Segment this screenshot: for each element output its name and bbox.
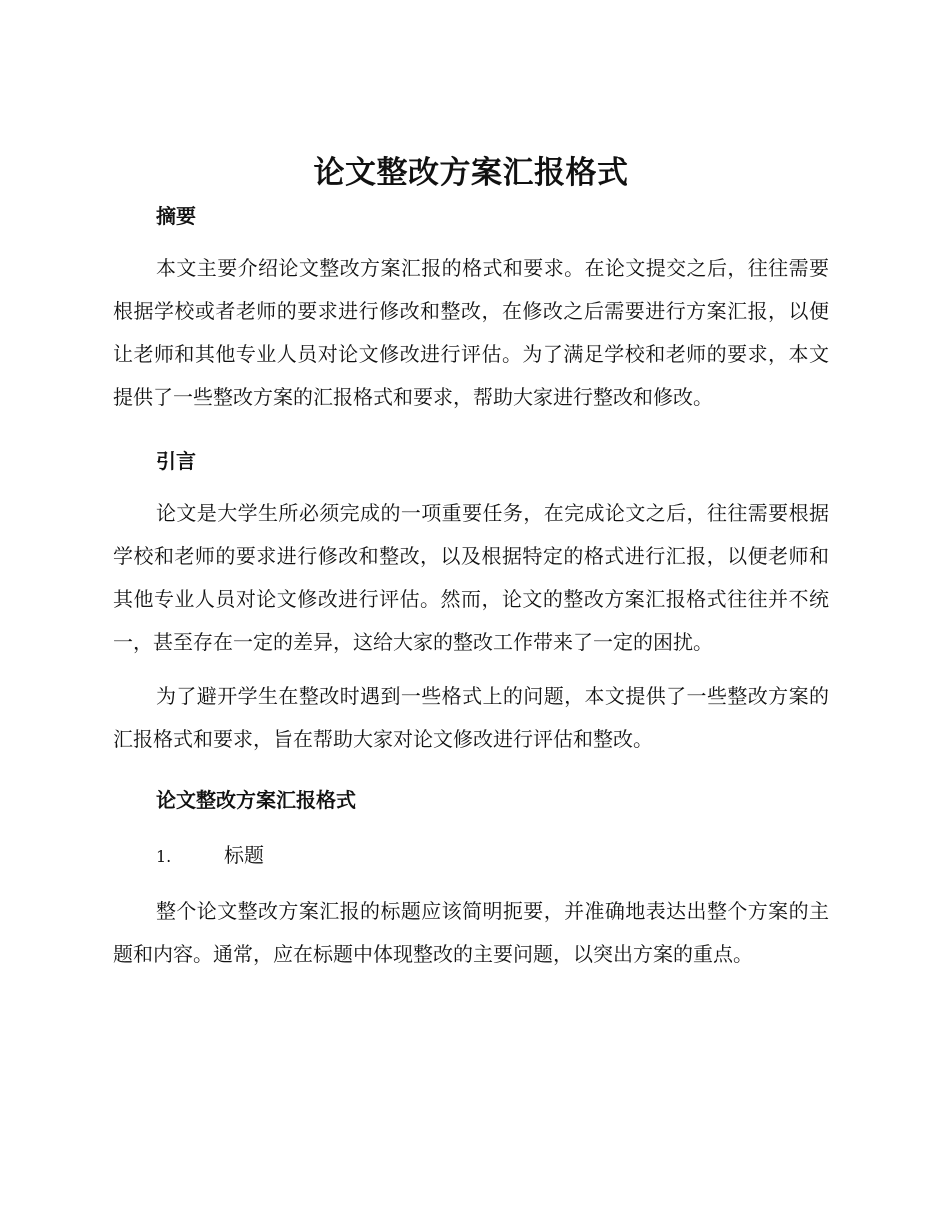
introduction-paragraph-1: 论文是大学生所必须完成的一项重要任务，在完成论文之后，往往需要根据学校和老师的要求进行修改和整改，以及根据特定的格式进行汇报，以便老师和其他专业人员对论文修改进行评估。然而，论文的整改方案汇报格式往往并不统一，甚至存在一定的差异，这给大家的整改工作带来了一定的困扰。 xyxy=(113,501,829,654)
introduction-paragraph-2: 为了避开学生在整改时遇到一些格式上的问题，本文提供了一些整改方案的汇报格式和要求，旨在帮助大家对论文修改进行评估和整改。 xyxy=(113,684,829,751)
list-item-title xyxy=(113,841,829,871)
introduction-heading: 引言 xyxy=(156,449,196,473)
document-title: 论文整改方案汇报格式 xyxy=(313,155,629,191)
abstract-heading: 摘要 xyxy=(156,204,196,228)
abstract-paragraph: 本文主要介绍论文整改方案汇报的格式和要求。在论文提交之后，往往需要根据学校或者老师的要求进行修改和整改，在修改之后需要进行方案汇报，以便让老师和其他专业人员对论文修改进行评估。为了满足学校和老师的要求，本文提供了一些整改方案的汇报格式和要求，帮助大家进行整改和修改。 xyxy=(113,256,829,409)
format-heading: 论文整改方案汇报格式 xyxy=(156,788,356,812)
list-item-number: 1. xyxy=(156,847,172,866)
list-item-label: 标题 xyxy=(224,843,264,867)
document-body xyxy=(113,150,829,976)
title-description-paragraph: 整个论文整改方案汇报的标题应该简明扼要，并准确地表达出整个方案的主题和内容。通常，应在标题中体现整改的主要问题，以突出方案的重点。 xyxy=(113,899,829,966)
